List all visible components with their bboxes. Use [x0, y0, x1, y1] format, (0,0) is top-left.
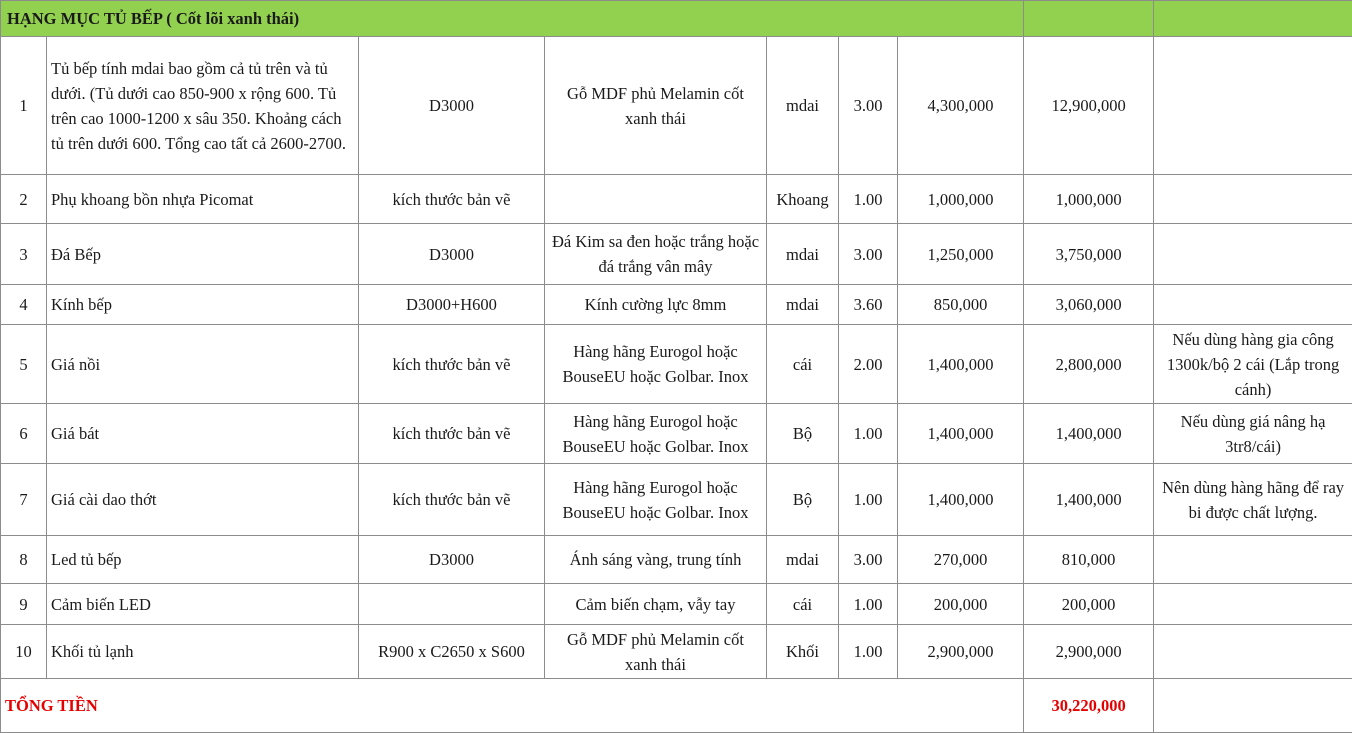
table-row	[1, 584, 1352, 625]
row-unit[interactable]: mdai	[767, 285, 839, 325]
table-row	[1, 536, 1352, 584]
row-no[interactable]: 2	[1, 175, 47, 224]
row-size[interactable]: D3000	[359, 37, 545, 175]
row-note[interactable]	[1154, 37, 1352, 175]
header-total-cell[interactable]	[1024, 1, 1154, 37]
row-qty[interactable]: 1.00	[839, 625, 898, 679]
row-unit[interactable]: cái	[767, 325, 839, 404]
row-unit[interactable]: mdai	[767, 224, 839, 285]
row-qty[interactable]: 1.00	[839, 404, 898, 464]
row-note[interactable]: Nên dùng hàng hãng để ray bi được chất lượng.	[1154, 464, 1352, 536]
row-size[interactable]: D3000	[359, 536, 545, 584]
row-note[interactable]	[1154, 285, 1352, 325]
row-item[interactable]: Tủ bếp tính mdai bao gồm cả tủ trên và tủ dưới. (Tủ dưới cao 850-900 x rộng 600. Tủ trên cao 1000-1200 x sâu 350. Khoảng cách tủ trên dưới 600. Tổng cao tất cả 2600-2700.	[47, 37, 359, 175]
row-unit[interactable]: mdai	[767, 37, 839, 175]
row-no[interactable]: 7	[1, 464, 47, 536]
row-note[interactable]: Nếu dùng hàng gia công 1300k/bộ 2 cái (Lắp trong cánh)	[1154, 325, 1352, 404]
row-qty[interactable]: 3.00	[839, 224, 898, 285]
grand-total-label[interactable]: TỔNG TIỀN	[1, 679, 1024, 733]
row-item[interactable]: Led tủ bếp	[47, 536, 359, 584]
row-unit[interactable]: mdai	[767, 536, 839, 584]
grand-total-value[interactable]: 30,220,000	[1024, 679, 1154, 733]
row-material[interactable]: Đá Kim sa đen hoặc trắng hoặc đá trắng vân mây	[545, 224, 767, 285]
table-row	[1, 464, 1352, 536]
row-price[interactable]: 1,400,000	[898, 464, 1024, 536]
row-material[interactable]: Ánh sáng vàng, trung tính	[545, 536, 767, 584]
row-unit[interactable]: Bộ	[767, 464, 839, 536]
row-note[interactable]	[1154, 584, 1352, 625]
row-total[interactable]: 12,900,000	[1024, 37, 1154, 175]
row-size[interactable]: R900 x C2650 x S600	[359, 625, 545, 679]
table-row	[1, 224, 1352, 285]
row-size[interactable]	[359, 584, 545, 625]
row-price[interactable]: 1,400,000	[898, 404, 1024, 464]
row-unit[interactable]: cái	[767, 584, 839, 625]
row-note[interactable]	[1154, 625, 1352, 679]
row-item[interactable]: Phụ khoang bồn nhựa Picomat	[47, 175, 359, 224]
row-no[interactable]: 3	[1, 224, 47, 285]
table-row	[1, 325, 1352, 404]
row-total[interactable]: 3,750,000	[1024, 224, 1154, 285]
row-total[interactable]: 2,800,000	[1024, 325, 1154, 404]
section-title[interactable]: HẠNG MỤC TỦ BẾP ( Cốt lõi xanh thái)	[1, 1, 1024, 37]
row-unit[interactable]: Khối	[767, 625, 839, 679]
row-price[interactable]: 2,900,000	[898, 625, 1024, 679]
row-price[interactable]: 4,300,000	[898, 37, 1024, 175]
row-material[interactable]: Hàng hãng Eurogol hoặc BouseEU hoặc Golbar. Inox	[545, 404, 767, 464]
row-material[interactable]	[545, 175, 767, 224]
total-note-cell[interactable]	[1154, 679, 1352, 733]
row-total[interactable]: 3,060,000	[1024, 285, 1154, 325]
table-row	[1, 404, 1352, 464]
row-size[interactable]: kích thước bản vẽ	[359, 404, 545, 464]
row-material[interactable]: Hàng hãng Eurogol hoặc BouseEU hoặc Golbar. Inox	[545, 325, 767, 404]
row-total[interactable]: 1,000,000	[1024, 175, 1154, 224]
row-item[interactable]: Giá bát	[47, 404, 359, 464]
row-no[interactable]: 9	[1, 584, 47, 625]
row-qty[interactable]: 2.00	[839, 325, 898, 404]
row-size[interactable]: D3000+H600	[359, 285, 545, 325]
row-qty[interactable]: 1.00	[839, 584, 898, 625]
row-item[interactable]: Kính bếp	[47, 285, 359, 325]
row-price[interactable]: 270,000	[898, 536, 1024, 584]
section-header-row	[1, 1, 1352, 37]
row-material[interactable]: Hàng hãng Eurogol hoặc BouseEU hoặc Golbar. Inox	[545, 464, 767, 536]
row-no[interactable]: 1	[1, 37, 47, 175]
row-item[interactable]: Giá nồi	[47, 325, 359, 404]
row-price[interactable]: 1,000,000	[898, 175, 1024, 224]
header-note-cell[interactable]	[1154, 1, 1352, 37]
row-total[interactable]: 1,400,000	[1024, 404, 1154, 464]
row-item[interactable]: Đá Bếp	[47, 224, 359, 285]
row-item[interactable]: Cảm biến LED	[47, 584, 359, 625]
row-note[interactable]	[1154, 175, 1352, 224]
row-note[interactable]: Nếu dùng giá nâng hạ 3tr8/cái)	[1154, 404, 1352, 464]
table-row	[1, 37, 1352, 175]
row-qty[interactable]: 3.00	[839, 536, 898, 584]
table-row	[1, 285, 1352, 325]
row-qty[interactable]: 1.00	[839, 175, 898, 224]
row-size[interactable]: kích thước bản vẽ	[359, 175, 545, 224]
row-no[interactable]: 4	[1, 285, 47, 325]
row-no[interactable]: 8	[1, 536, 47, 584]
row-no[interactable]: 5	[1, 325, 47, 404]
row-item[interactable]: Khối tủ lạnh	[47, 625, 359, 679]
row-no[interactable]: 10	[1, 625, 47, 679]
row-price[interactable]: 200,000	[898, 584, 1024, 625]
row-note[interactable]	[1154, 224, 1352, 285]
row-size[interactable]: D3000	[359, 224, 545, 285]
row-total[interactable]: 1,400,000	[1024, 464, 1154, 536]
row-total[interactable]: 810,000	[1024, 536, 1154, 584]
row-material[interactable]: Gỗ MDF phủ Melamin cốt xanh thái	[545, 625, 767, 679]
row-qty[interactable]: 3.00	[839, 37, 898, 175]
row-material[interactable]: Kính cường lực 8mm	[545, 285, 767, 325]
row-qty[interactable]: 1.00	[839, 464, 898, 536]
row-price[interactable]: 1,400,000	[898, 325, 1024, 404]
total-row	[1, 679, 1352, 733]
row-unit[interactable]: Khoang	[767, 175, 839, 224]
row-total[interactable]: 200,000	[1024, 584, 1154, 625]
table-row	[1, 175, 1352, 224]
table-row	[1, 625, 1352, 679]
row-size[interactable]: kích thước bản vẽ	[359, 325, 545, 404]
row-total[interactable]: 2,900,000	[1024, 625, 1154, 679]
row-price[interactable]: 850,000	[898, 285, 1024, 325]
row-qty[interactable]: 3.60	[839, 285, 898, 325]
row-unit[interactable]: Bộ	[767, 404, 839, 464]
row-material[interactable]: Cảm biến chạm, vẫy tay	[545, 584, 767, 625]
row-item[interactable]: Giá cài dao thớt	[47, 464, 359, 536]
row-price[interactable]: 1,250,000	[898, 224, 1024, 285]
row-no[interactable]: 6	[1, 404, 47, 464]
row-material[interactable]: Gỗ MDF phủ Melamin cốt xanh thái	[545, 37, 767, 175]
row-note[interactable]	[1154, 536, 1352, 584]
row-size[interactable]: kích thước bản vẽ	[359, 464, 545, 536]
